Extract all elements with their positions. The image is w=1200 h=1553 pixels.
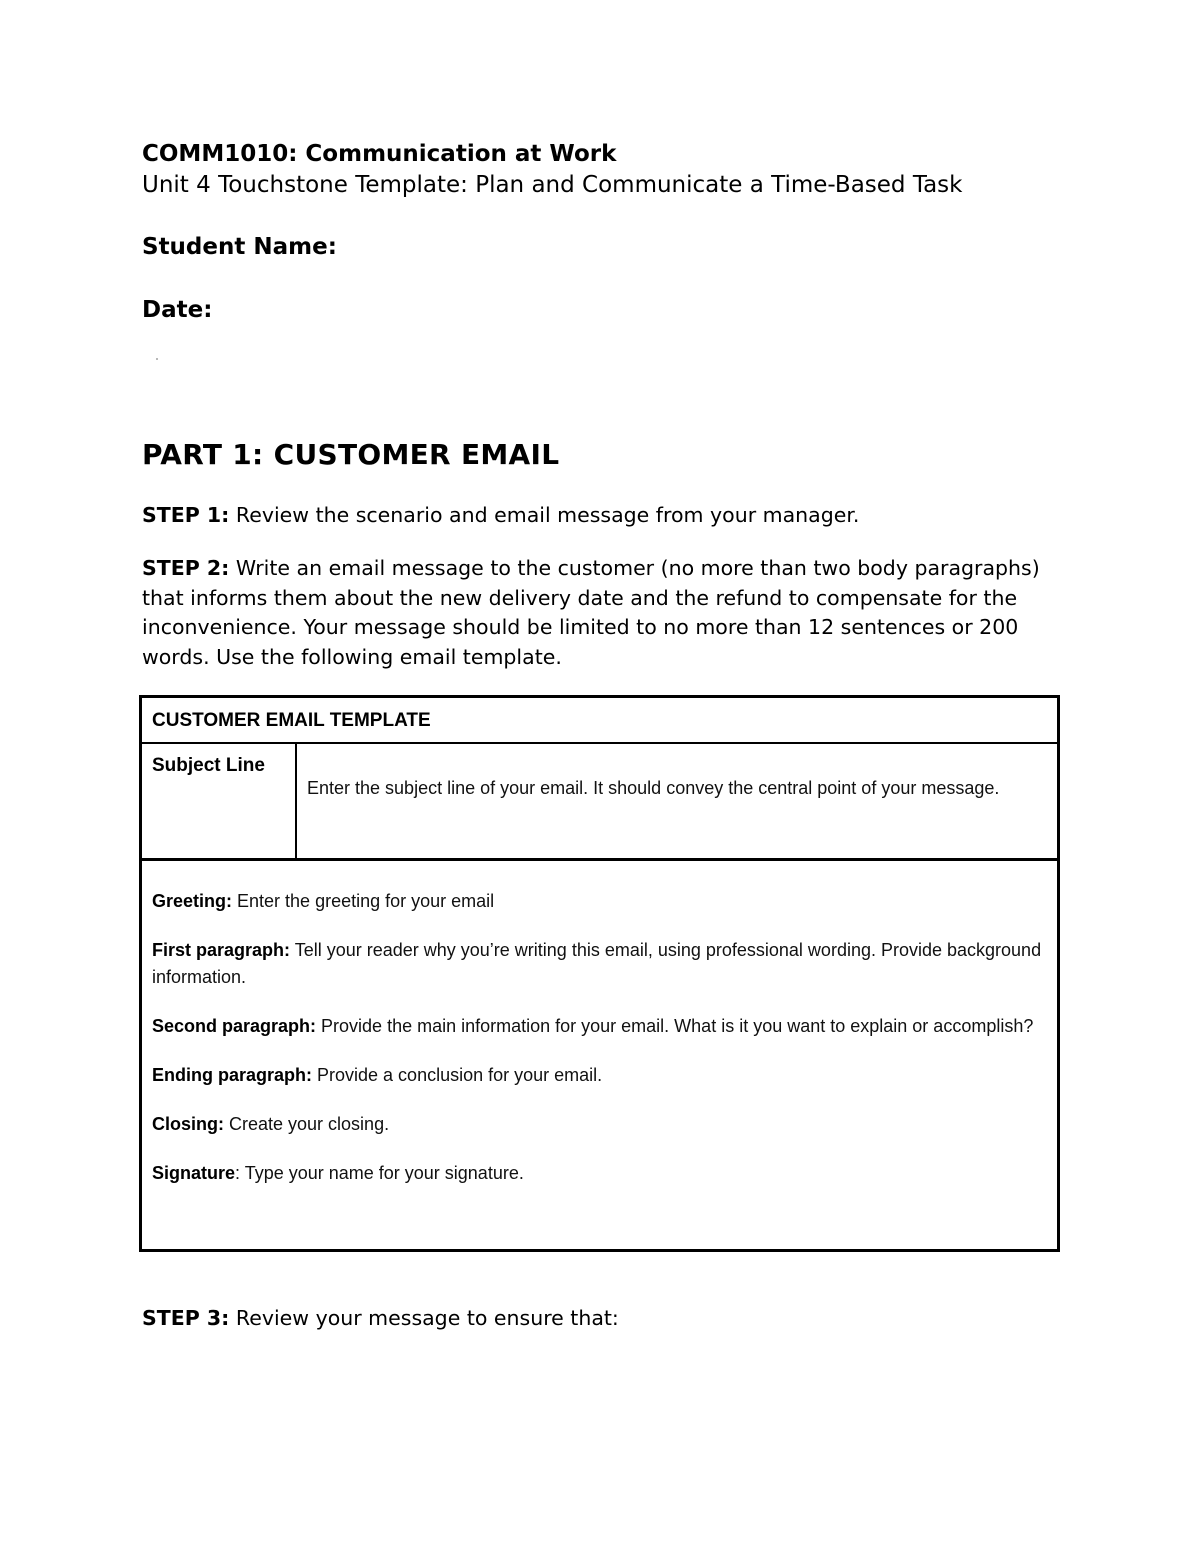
second-paragraph-label: Second paragraph: <box>152 1016 317 1036</box>
course-title: COMM1010: Communication at Work <box>142 141 617 167</box>
subject-line-input[interactable]: Enter the subject line of your email. It should convey the central point of your message. <box>307 778 1000 798</box>
signature-section <box>152 1160 1042 1187</box>
subject-line-row <box>142 744 1057 861</box>
first-paragraph-label: First paragraph: <box>152 940 291 960</box>
ending-paragraph-text: Provide a conclusion for your email. <box>312 1065 603 1085</box>
ending-paragraph-label: Ending paragraph: <box>152 1065 313 1085</box>
closing-section <box>152 1111 1042 1138</box>
greeting-label: Greeting: <box>152 891 233 911</box>
date-label: Date: <box>142 297 213 323</box>
closing-text: Create your closing. <box>224 1114 390 1134</box>
step1-label: STEP 1: <box>142 503 230 527</box>
closing-label: Closing: <box>152 1114 224 1134</box>
document-subtitle: Unit 4 Touchstone Template: Plan and Communicate a Time-Based Task <box>142 172 963 198</box>
student-name-label: Student Name: <box>142 234 337 260</box>
part1-heading: PART 1: CUSTOMER EMAIL <box>142 438 560 471</box>
stray-mark <box>156 358 158 360</box>
signature-text: : Type your name for your signature. <box>235 1163 524 1183</box>
first-paragraph-section <box>152 937 1042 991</box>
step3-label: STEP 3: <box>142 1306 230 1330</box>
greeting-text: Enter the greeting for your email <box>232 891 495 911</box>
first-paragraph-text: Tell your reader why you’re writing this email, using professional wording. Provide background information. <box>152 940 1042 987</box>
signature-label: Signature <box>152 1163 236 1183</box>
step1-instruction <box>142 501 1062 531</box>
step1-text: Review the scenario and email message from your manager. <box>229 503 860 527</box>
template-title: CUSTOMER EMAIL TEMPLATE <box>142 698 1057 744</box>
subject-line-label: Subject Line <box>142 744 297 858</box>
step3-instruction <box>142 1304 1062 1334</box>
step3-text: Review your message to ensure that: <box>229 1306 619 1330</box>
step2-label: STEP 2: <box>142 556 230 580</box>
step2-text: Write an email message to the customer (no more than two body paragraphs) that informs them about the new delivery date and the refund to compensate for the inconvenience. Your message should be limited to no more than 12 sentences or 200 words. Use the following email template. <box>142 556 1040 669</box>
email-body-cell[interactable] <box>152 888 1042 1209</box>
ending-paragraph-section <box>152 1062 1042 1089</box>
step2-instruction <box>142 554 1062 672</box>
second-paragraph-section <box>152 1013 1042 1040</box>
second-paragraph-text: Provide the main information for your email. What is it you want to explain or accomplish? <box>316 1016 1034 1036</box>
customer-email-template-table <box>139 695 1060 1252</box>
greeting-section <box>152 888 1042 915</box>
